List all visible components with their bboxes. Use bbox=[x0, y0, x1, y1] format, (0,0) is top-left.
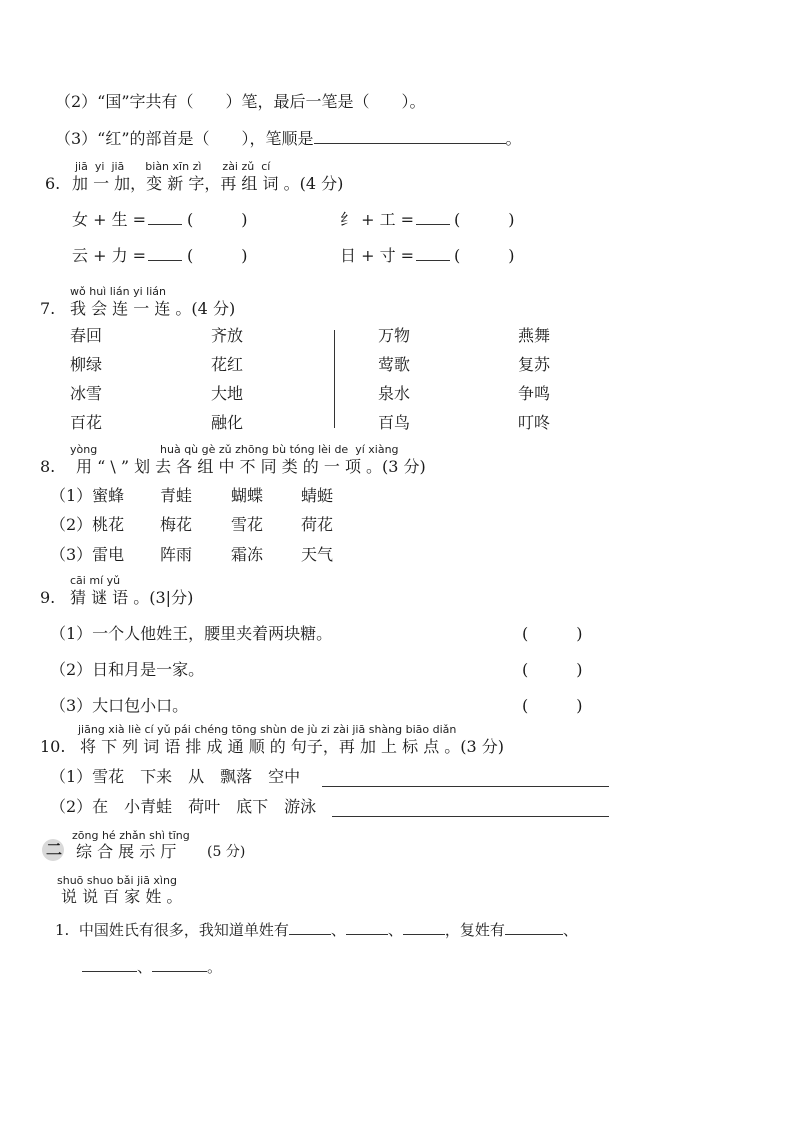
q6-expr-1: 女 + 生 = bbox=[72, 210, 182, 230]
q6-word-1[interactable]: ( ) bbox=[187, 210, 248, 229]
q10-title: 将 下 列 词 语 排 成 通 顺 的 句子，再 加 上 标 点 。(3 分) bbox=[80, 737, 505, 756]
answer-blank[interactable] bbox=[416, 210, 450, 225]
q8-pinyin-1: yòng bbox=[70, 443, 98, 456]
q7-col3-0[interactable]: 万物 bbox=[378, 326, 411, 345]
q7-col1-1[interactable]: 柳绿 bbox=[70, 355, 103, 374]
q-text: 中国姓氏有很多，我知道单姓有 bbox=[78, 921, 289, 939]
q10-words-1: （1）雪花 下来 从 飘落 空中 bbox=[50, 767, 301, 786]
q6-pinyin: jiā yi jiā biàn xīn zì zài zǔ cí bbox=[75, 160, 271, 173]
q7-col4-1[interactable]: 复苏 bbox=[518, 355, 551, 374]
surname-question-line-2: 、 。 bbox=[82, 957, 222, 977]
sentence-line-2[interactable] bbox=[332, 816, 609, 817]
q7-col4-3[interactable]: 叮咚 bbox=[518, 413, 551, 432]
q9-number: 9. bbox=[40, 588, 56, 607]
q7-col1-2[interactable]: 冰雪 bbox=[70, 384, 103, 403]
q6-expr-2: 纟 + 工 = bbox=[340, 210, 450, 230]
q8-row1-item2[interactable]: 蝴蝶 bbox=[231, 486, 264, 505]
q-number: 1. bbox=[55, 921, 70, 939]
q7-pinyin: wǒ huì lián yi lián bbox=[70, 285, 166, 298]
q7-col3-2[interactable]: 泉水 bbox=[378, 384, 411, 403]
section-score: (5 分) bbox=[207, 844, 246, 860]
q5-item-3 bbox=[55, 129, 522, 149]
q7-col1-0[interactable]: 春回 bbox=[70, 326, 103, 345]
q7-col2-0[interactable]: 齐放 bbox=[211, 326, 244, 345]
q7-col3-3[interactable]: 百鸟 bbox=[378, 413, 411, 432]
q8-pinyin-2: huà qù gè zǔ zhōng bù tóng lèi de yí xiàng bbox=[160, 443, 399, 456]
single-surname-blank-3[interactable] bbox=[403, 920, 445, 935]
q6-number: 6. bbox=[45, 174, 61, 193]
q7-col2-2[interactable]: 大地 bbox=[211, 384, 244, 403]
q5-item-2: （2）“国”字共有（ ）笔，最后一笔是（ ）。 bbox=[55, 92, 426, 111]
q7-col2-3[interactable]: 融化 bbox=[211, 413, 244, 432]
q8-row2-item2[interactable]: 雪花 bbox=[231, 515, 264, 534]
q-text-2: ，复姓有 bbox=[444, 921, 505, 939]
q7-col3-1[interactable]: 莺歌 bbox=[378, 355, 411, 374]
q6-word-4[interactable]: ( ) bbox=[454, 246, 515, 265]
section-number: 二 bbox=[46, 840, 63, 859]
q8-row1-item3[interactable]: 蜻蜓 bbox=[301, 486, 334, 505]
q8-row2-item3[interactable]: 荷花 bbox=[301, 515, 334, 534]
compound-surname-blank-3[interactable] bbox=[152, 957, 207, 972]
sentence-line-1[interactable] bbox=[322, 786, 609, 787]
single-surname-blank-2[interactable] bbox=[346, 920, 388, 935]
q8-row3-item1[interactable]: 阵雨 bbox=[160, 545, 193, 564]
q8-row3-item2[interactable]: 霜冻 bbox=[231, 545, 264, 564]
q7-col1-3[interactable]: 百花 bbox=[70, 413, 103, 432]
q8-row2-item1[interactable]: 梅花 bbox=[160, 515, 193, 534]
q9-riddle-1: （1）一个人他姓王，腰里夹着两块糖。 bbox=[50, 624, 333, 643]
q6-title: 加 一 加，变 新 字，再 组 词 。(4 分) bbox=[72, 174, 344, 193]
q7-col2-1[interactable]: 花红 bbox=[211, 355, 244, 374]
q7-title: 我 会 连 一 连 。(4 分) bbox=[70, 299, 236, 318]
q8-row1-item0[interactable]: （1）蜜蜂 bbox=[50, 486, 125, 505]
q8-title: 用 “ \ ” 划 去 各 组 中 不 同 类 的 一 项 。(3 分) bbox=[76, 457, 426, 476]
q8-row3-item3[interactable]: 天气 bbox=[301, 545, 334, 564]
section-title: 综 合 展 示 厅 bbox=[76, 842, 177, 861]
q5-item-3-text: （3）“红”的部首是（ ），笔顺是 bbox=[55, 129, 314, 148]
answer-blank[interactable] bbox=[148, 210, 182, 225]
q8-number: 8. bbox=[40, 457, 56, 476]
q7-number: 7. bbox=[40, 299, 56, 318]
q9-answer-1[interactable]: ( ) bbox=[522, 624, 583, 643]
q5-item-3-end: 。 bbox=[505, 129, 522, 148]
compound-surname-blank-1[interactable] bbox=[505, 920, 563, 935]
stroke-order-blank[interactable] bbox=[314, 129, 506, 144]
q10-pinyin: jiāng xià liè cí yǔ pái chéng tōng shùn de jù zi zài jiā shàng biāo diǎn bbox=[78, 723, 457, 736]
q9-answer-3[interactable]: ( ) bbox=[522, 696, 583, 715]
q10-words-2: （2）在 小青蛙 荷叶 底下 游泳 bbox=[50, 797, 317, 816]
q6-word-3[interactable]: ( ) bbox=[187, 246, 248, 265]
q8-row3-item0[interactable]: （3）雷电 bbox=[50, 545, 125, 564]
sub-title: 说 说 百 家 姓 。 bbox=[61, 887, 183, 906]
q8-row1-item1[interactable]: 青蛙 bbox=[160, 486, 193, 505]
q9-pinyin: cāi mí yǔ bbox=[70, 574, 121, 587]
section-pinyin: zōng hé zhǎn shì tīng bbox=[72, 829, 190, 842]
q7-col4-0[interactable]: 燕舞 bbox=[518, 326, 551, 345]
compound-surname-blank-2[interactable] bbox=[82, 957, 137, 972]
surname-question: 1. 中国姓氏有很多，我知道单姓有 、 、 ，复姓有 、 bbox=[55, 921, 578, 939]
sub-pinyin: shuō shuo bǎi jiā xìng bbox=[57, 874, 177, 887]
q9-title: 猜 谜 语 。(3|分) bbox=[70, 588, 194, 607]
q6-word-2[interactable]: ( ) bbox=[454, 210, 515, 229]
q6-expr-3: 云 + 力 = bbox=[72, 246, 182, 266]
answer-blank[interactable] bbox=[416, 246, 450, 261]
single-surname-blank-1[interactable] bbox=[289, 920, 331, 935]
q6-expr-4: 日 + 寸 = bbox=[340, 246, 450, 266]
q9-answer-2[interactable]: ( ) bbox=[522, 660, 583, 679]
q9-riddle-2: （2）日和月是一家。 bbox=[50, 660, 205, 679]
q10-number: 10. bbox=[40, 737, 66, 756]
answer-blank[interactable] bbox=[148, 246, 182, 261]
q9-riddle-3: （3）大口包小口。 bbox=[50, 696, 189, 715]
divider bbox=[334, 330, 335, 428]
q7-col4-2[interactable]: 争鸣 bbox=[518, 384, 551, 403]
q8-row2-item0[interactable]: （2）桃花 bbox=[50, 515, 125, 534]
